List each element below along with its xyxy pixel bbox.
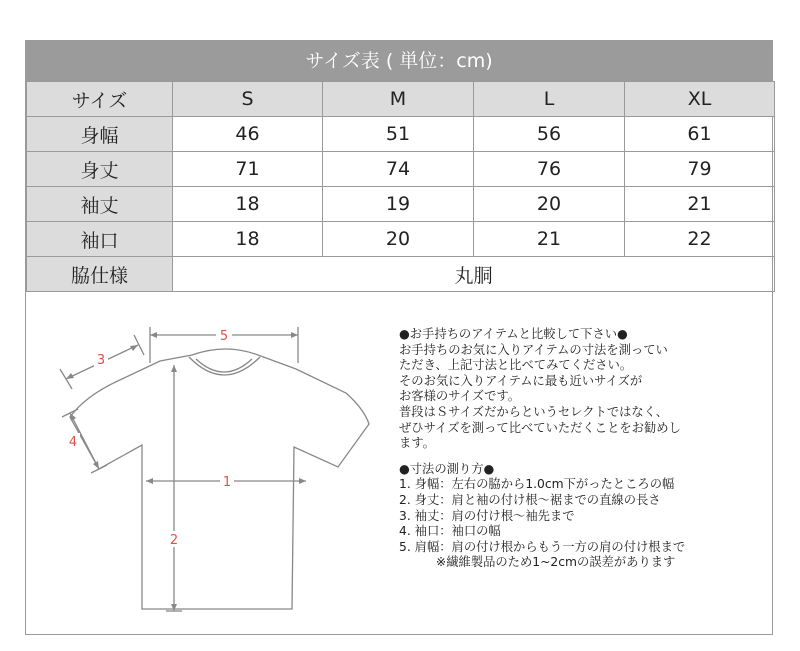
table-row [27,222,775,257]
label-1: 1 [222,475,232,490]
tolerance-note: ※繊維製品のため1~2cmの誤差があります [399,555,676,570]
label-5: 5 [219,329,229,344]
row-label: 脇仕様 [27,257,173,292]
header-row [27,82,775,117]
notes-line: お客様のサイズです。 [399,389,521,404]
notes-line: ただき、上記寸法と比べてみてください。 [399,358,633,373]
table-cell: 19 [323,187,474,222]
label-2: 2 [169,533,179,548]
label-4: 4 [68,435,78,450]
notes-heading: ●お手持ちのアイテムと比較して下さい● [399,327,628,341]
table-cell: 20 [323,222,474,257]
table-cell: 79 [625,152,775,187]
header-cell: L [474,82,625,117]
table-row [27,117,775,152]
tshirt-diagram [26,309,376,634]
table-cell: 46 [173,117,323,152]
notes-line: お手持ちのお気に入りアイテムの寸法を測ってい [399,342,668,357]
measure-line: 1. 身幅：左右の脇から1.0cm下がったところの幅 [399,477,675,492]
notes-line: そのお気に入りアイテムに最も近いサイズが [399,373,643,388]
table-row [27,152,775,187]
notes-line: ます。 [399,436,435,451]
row-label: 袖丈 [27,187,173,222]
row-label: 身丈 [27,152,173,187]
table-cell: 18 [173,222,323,257]
row-label: 袖口 [27,222,173,257]
measure-line: 5. 肩幅：肩の付け根からもう一方の肩の付け根まで [399,539,686,554]
table-cell: 21 [474,222,625,257]
table-cell: 22 [625,222,775,257]
chart-title: サイズ表 ( 単位：cm) [26,41,772,81]
table-cell: 56 [474,117,625,152]
table-cell: 18 [173,187,323,222]
measure-line: 2. 身丈：肩と袖の付け根～裾までの直線の長さ [399,492,661,507]
measure-line: 3. 袖丈：肩の付け根～袖先まで [399,508,575,523]
lower-section [26,309,772,634]
measure-line: 4. 袖口：袖口の幅 [399,524,501,539]
row-label: 身幅 [27,117,173,152]
table-cell: 21 [625,187,775,222]
table-cell: 74 [323,152,474,187]
header-cell: M [323,82,474,117]
table-cell: 71 [173,152,323,187]
table-row [27,257,775,292]
header-cell: サイズ [27,82,173,117]
header-cell: XL [625,82,775,117]
table-cell: 丸胴 [173,257,775,292]
measurement-notes [399,327,771,571]
notes-line: ぜひサイズを測って比べていただくことをお勧めし [399,420,681,435]
header-cell: S [173,82,323,117]
table-cell: 20 [474,187,625,222]
table-cell: 51 [323,117,474,152]
table-cell: 61 [625,117,775,152]
size-chart [25,40,773,635]
table-cell: 76 [474,152,625,187]
label-3: 3 [96,353,106,368]
size-table [26,81,775,292]
table-row [27,187,775,222]
measure-heading: ●寸法の測り方● [399,461,495,476]
notes-line: 普段はＳサイズだからというセレクトではなく、 [399,404,669,419]
